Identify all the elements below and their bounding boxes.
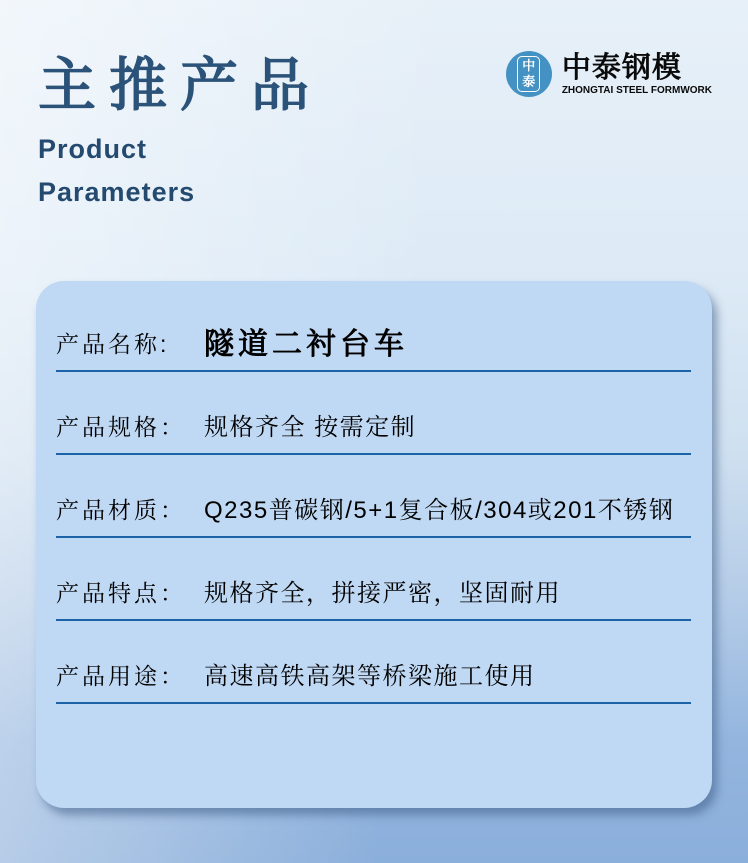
spec-value: 高速高铁高架等桥梁施工使用	[204, 663, 536, 690]
logo-badge-frame	[517, 56, 540, 92]
spec-row-product-name	[56, 289, 691, 372]
product-parameters-card	[36, 281, 712, 808]
spec-row-product-material	[56, 455, 691, 538]
spec-value: 规格齐全，拼接严密，坚固耐用	[204, 580, 561, 607]
logo-circle-icon	[506, 51, 552, 97]
spec-label: 产品材质：	[56, 497, 186, 523]
spec-label: 产品名称:	[56, 331, 170, 357]
company-logo	[506, 51, 712, 97]
spec-label: 产品特点：	[56, 580, 186, 606]
page-subtitle	[38, 128, 195, 214]
spec-value: 隧道二衬台车	[204, 328, 408, 361]
spec-row-product-specification	[56, 372, 691, 455]
logo-company-name: 中泰钢模	[561, 51, 682, 84]
subtitle-line-1: Product	[38, 134, 148, 164]
logo-badge-char-top: 中	[522, 58, 536, 73]
page-title: 主推产品	[38, 53, 323, 118]
spec-value: 规格齐全 按需定制	[204, 414, 417, 441]
subtitle-line-2: Parameters	[38, 177, 196, 207]
spec-row-product-features	[56, 538, 691, 621]
spec-row-product-usage	[56, 621, 691, 704]
logo-text-block	[562, 53, 712, 96]
spec-label: 产品用途：	[56, 663, 186, 689]
logo-tagline: ZHONGTAI STEEL FORMWORK	[561, 84, 712, 96]
spec-value: Q235普碳钢/5+1复合板/304或201不锈钢	[204, 497, 675, 524]
spec-label: 产品规格：	[56, 414, 186, 440]
logo-badge-char-bottom: 泰	[522, 74, 536, 89]
